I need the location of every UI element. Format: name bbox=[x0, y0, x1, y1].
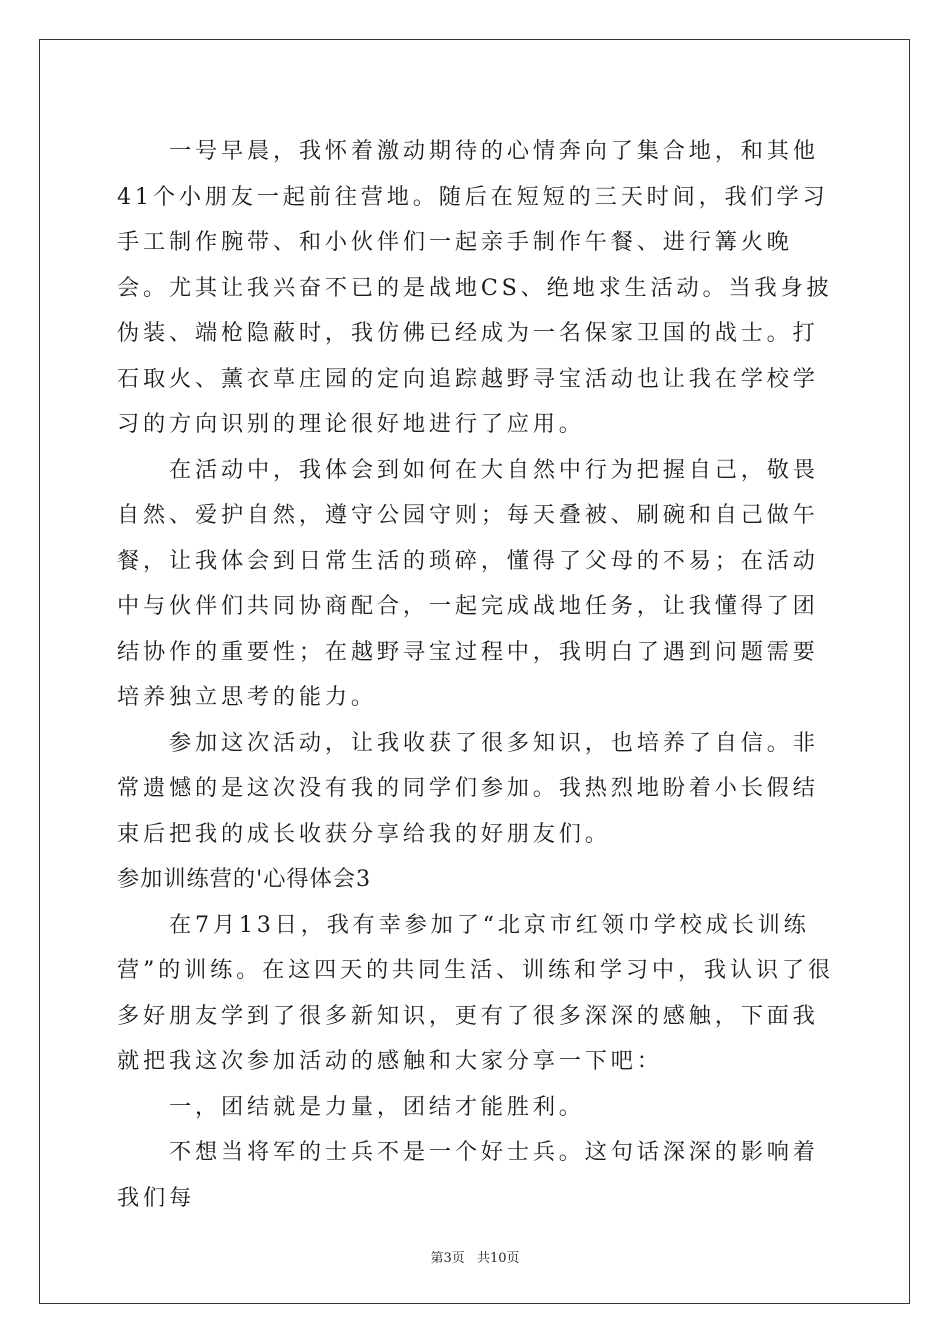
section-heading: 参加训练营的'心得体会3 bbox=[117, 866, 372, 892]
paragraph-6: 不想当将军的士兵不是一个好士兵。这句话深深的影响着我们每 bbox=[117, 1139, 819, 1211]
page-footer bbox=[0, 1247, 950, 1266]
paragraph-2: 在活动中，我体会到如何在大自然中行为把握自己，敬畏自然、爱护自然，遵守公园守则；每天叠被、刷碗和自己做午餐，让我体会到日常生活的琐碎，懂得了父母的不易；在活动中与伙伴们共同协商配合，一起完成战地任务，让我懂得了团结协作的重要性；在越野寻宝过程中，我明白了遇到问题需要培养独立思考的能力。 bbox=[117, 456, 819, 710]
page-number: 第3页 bbox=[430, 1251, 465, 1266]
paragraph-4: 在7月13日，我有幸参加了“北京市红领巾学校成长训练营”的训练。在这四天的共同生活、训练和学习中，我认识了很多好朋友学到了很多新知识，更有了很多深深的感触，下面我就把我这次参加活动的感触和大家分享一下吧： bbox=[117, 911, 834, 1074]
paragraph-1: 一号早晨，我怀着激动期待的心情奔向了集合地，和其他41个小朋友一起前往营地。随后在短短的三天时间，我们学习手工制作腕带、和小伙伴们一起亲手制作午餐、进行篝火晚会。尤其让我兴奋不已的是战地CS、绝地求生活动。当我身披伪装、端枪隐蔽时，我仿佛已经成为一名保家卫国的战士。打石取火、薰衣草庄园的定向追踪越野寻宝活动也让我在学校学习的方向识别的理论很好地进行了应用。 bbox=[117, 138, 833, 437]
page-total: 共10页 bbox=[476, 1251, 520, 1266]
paragraph-3: 参加这次活动，让我收获了很多知识，也培养了自信。非常遗憾的是这次没有我的同学们参加。我热烈地盼着小长假结束后把我的成长收获分享给我的好朋友们。 bbox=[117, 729, 819, 847]
paragraph-5: 一，团结就是力量，团结才能胜利。 bbox=[169, 1093, 585, 1120]
document-body bbox=[117, 129, 837, 1221]
